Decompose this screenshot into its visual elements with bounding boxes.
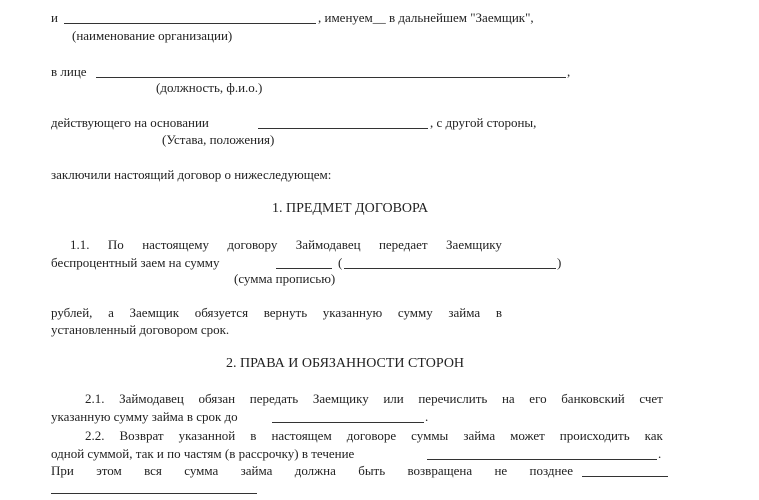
word: обязан xyxy=(198,391,236,406)
in-person-label: в лице xyxy=(51,64,87,79)
word: может xyxy=(510,428,545,443)
charter-hint: (Устава, положения) xyxy=(162,132,275,147)
deadline-blank xyxy=(582,464,668,477)
word: передает xyxy=(378,237,428,252)
section-1-title: 1. ПРЕДМЕТ ДОГОВОРА xyxy=(272,201,429,216)
transfer-date-blank xyxy=(272,410,424,423)
party-and: и xyxy=(51,10,58,25)
amount-open-paren: ( xyxy=(338,255,343,270)
word: происходить xyxy=(559,428,630,443)
word: перечислить xyxy=(418,391,488,406)
in-person-comma: , xyxy=(567,64,571,79)
word: позднее xyxy=(529,463,573,478)
word: При xyxy=(51,463,74,478)
word: суммы xyxy=(411,428,449,443)
word: обязуется xyxy=(194,305,249,320)
word: банковский xyxy=(561,391,625,406)
word: передать xyxy=(249,391,299,406)
word: рублей, xyxy=(51,305,93,320)
word: в xyxy=(250,428,257,443)
word: 1.1. xyxy=(70,237,90,252)
repayment-period-blank xyxy=(427,447,657,460)
word: Заемщик xyxy=(129,305,180,320)
word: сумму xyxy=(397,305,433,320)
acting-basis-label: действующего на основании xyxy=(51,115,209,130)
clause-2-1-period: . xyxy=(425,409,429,424)
word: договору xyxy=(227,237,278,252)
word: в xyxy=(495,305,502,320)
concluded-text: заключили настоящий договор о нижеследующем: xyxy=(51,167,332,182)
word: возвращена xyxy=(407,463,473,478)
section-2-title: 2. ПРАВА И ОБЯЗАННОСТИ СТОРОН xyxy=(226,356,465,371)
word: займа xyxy=(240,463,273,478)
amount-close-paren: ) xyxy=(557,255,562,270)
word: его xyxy=(529,391,547,406)
word: Заемщику xyxy=(446,237,502,252)
word: Займодавец xyxy=(119,391,184,406)
word: 2.1. xyxy=(85,391,105,406)
word: или xyxy=(383,391,404,406)
word: должна xyxy=(294,463,336,478)
clause-2-1-line-1 xyxy=(85,392,663,405)
word: По xyxy=(107,237,124,252)
word: договоре xyxy=(346,428,397,443)
clause-2-2-line-2: одной суммой, так и по частям (в рассрочку) в течение xyxy=(51,446,355,461)
basis-document-blank xyxy=(258,116,428,129)
word: займа xyxy=(463,428,496,443)
organization-name-hint: (наименование организации) xyxy=(72,28,233,43)
word: этом xyxy=(96,463,122,478)
word: на xyxy=(501,391,515,406)
clause-2-2-line-1 xyxy=(85,429,663,442)
word: счет xyxy=(639,391,663,406)
word: Возврат xyxy=(119,428,164,443)
word: вернуть xyxy=(263,305,308,320)
word: указанную xyxy=(322,305,383,320)
word: настоящем xyxy=(271,428,332,443)
word: указанной xyxy=(178,428,236,443)
word: 2.2. xyxy=(85,428,105,443)
clause-2-1-line-2: указанную сумму займа в срок до xyxy=(51,409,238,424)
other-side-text: , с другой стороны, xyxy=(430,115,537,130)
word: не xyxy=(494,463,508,478)
clause-1-1-line-1 xyxy=(70,238,502,251)
deadline-blank-continued xyxy=(51,481,257,494)
word: как xyxy=(644,428,663,443)
word: а xyxy=(108,305,114,320)
position-name-hint: (должность, ф.и.о.) xyxy=(156,80,263,95)
organization-name-blank xyxy=(64,11,316,24)
loan-amount-blank xyxy=(276,256,332,269)
word: вся xyxy=(144,463,162,478)
amount-in-words-hint: (сумма прописью) xyxy=(234,271,336,286)
clause-1-2-line-1 xyxy=(51,306,502,319)
word: настоящему xyxy=(142,237,209,252)
word: займа xyxy=(448,305,481,320)
clause-2-2-period: . xyxy=(658,446,662,461)
word: быть xyxy=(358,463,386,478)
word: Заемщику xyxy=(312,391,369,406)
word: Займодавец xyxy=(295,237,361,252)
clause-2-2-line-3 xyxy=(51,464,573,477)
position-name-blank xyxy=(96,65,566,78)
borrower-named-text: , именуем__ в дальнейшем "Заемщик", xyxy=(318,10,534,25)
clause-1-2-line-2: установленный договором срок. xyxy=(51,322,230,337)
amount-in-words-blank xyxy=(344,256,556,269)
word: сумма xyxy=(184,463,219,478)
clause-1-1-line-2: беспроцентный заем на сумму xyxy=(51,255,220,270)
